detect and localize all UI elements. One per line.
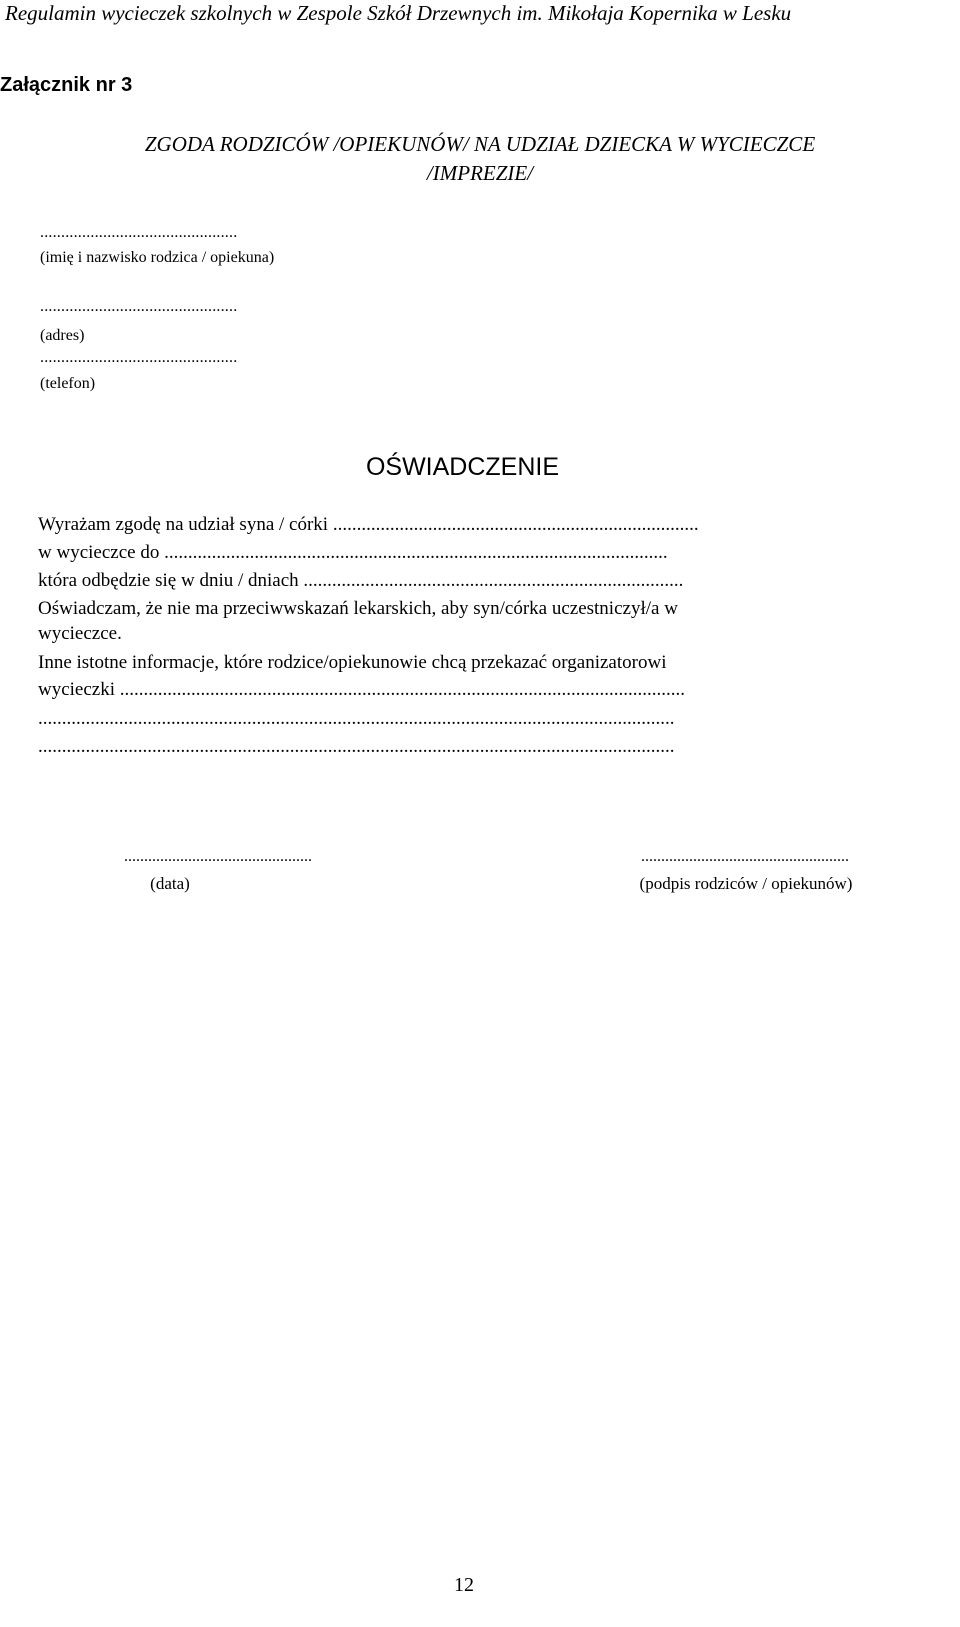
additional-info-line-1: Inne istotne informacje, które rodzice/opiekunowie chcą przekazać organizatorowi — [38, 652, 667, 673]
trip-destination-line[interactable]: w wycieczce do .......................................................................................................... — [38, 542, 668, 563]
additional-info-line-2[interactable]: wycieczki ....................................................................................................................... — [38, 679, 686, 700]
consent-child-line[interactable]: Wyrażam zgodę na udział syna / córki ............................................................................. — [38, 514, 699, 535]
signature-field[interactable]: .................................................... — [641, 848, 849, 865]
additional-info-line-4[interactable]: ...................................................................................................................................... — [38, 736, 675, 757]
document-title-line-2: /IMPREZIE/ — [426, 161, 534, 185]
address-field[interactable]: ............................................... — [40, 298, 238, 315]
document-title-line-1: ZGODA RODZICÓW /OPIEKUNÓW/ NA UDZIAŁ DZIECKA W WYCIECZCE — [144, 132, 816, 156]
signature-caption: (podpis rodziców / opiekunów) — [639, 874, 853, 893]
annex-label: Załącznik nr 3 — [0, 74, 133, 96]
address-caption: (adres) — [40, 327, 85, 344]
phone-caption: (telefon) — [40, 375, 96, 392]
date-field[interactable]: ............................................... — [124, 848, 312, 865]
statement-heading: OŚWIADCZENIE — [365, 453, 560, 481]
phone-field[interactable]: ............................................... — [40, 349, 238, 366]
parent-name-caption: (imię i nazwisko rodzica / opiekuna) — [40, 249, 275, 266]
medical-statement-line-2: wycieczce. — [38, 623, 122, 644]
medical-statement-line-1: Oświadczam, że nie ma przeciwwskazań lekarskich, aby syn/córka uczestniczył/a w — [38, 598, 678, 619]
additional-info-line-3[interactable]: ...................................................................................................................................... — [38, 708, 675, 729]
trip-date-line[interactable]: która odbędzie się w dniu / dniach ................................................................................ — [38, 570, 684, 591]
date-caption: (data) — [150, 874, 190, 893]
page-number: 12 — [454, 1574, 474, 1596]
running-header: Regulamin wycieczek szkolnych w Zespole Szkół Drzewnych im. Mikołaja Kopernika w Lesku — [5, 1, 792, 25]
parent-name-field[interactable]: ............................................... — [40, 224, 238, 241]
